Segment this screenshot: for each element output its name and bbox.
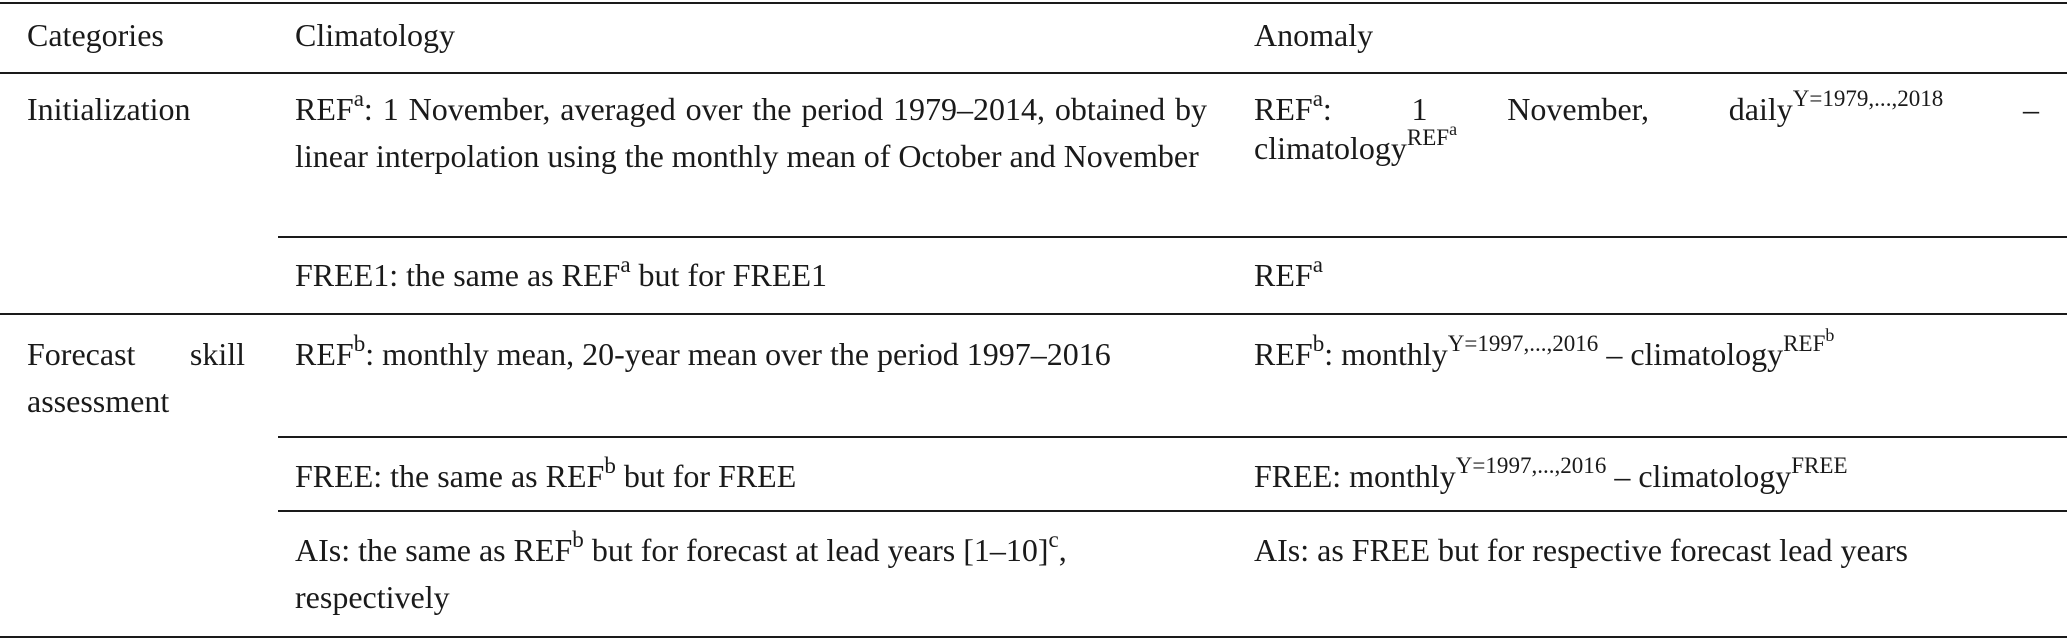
row-divider — [278, 510, 2067, 512]
superscript: a — [620, 250, 631, 277]
header-rule — [0, 72, 2067, 74]
cell-text: but for forecast at lead years [1–10] — [583, 532, 1049, 568]
anomaly-word: daily — [1728, 91, 1793, 127]
anomaly-word: climatology — [1254, 130, 1407, 166]
anomaly-segment — [1729, 86, 1944, 133]
cell-text: FREE: monthly — [1254, 458, 1456, 494]
ref-label: REF — [295, 336, 354, 372]
ref-label: REF — [295, 91, 354, 127]
category-initialization: Initialization — [27, 91, 191, 127]
cell-text: FREE: the same as REF — [295, 458, 605, 494]
header-climatology: Climatology — [295, 17, 455, 53]
anomaly-cell — [1254, 86, 2039, 172]
bottom-rule — [0, 636, 2067, 638]
superscript-text: REF — [1783, 329, 1826, 356]
cell-text: AIs: the same as REF — [295, 532, 573, 568]
anomaly-word: 1 — [1411, 91, 1428, 127]
header-anomaly: Anomaly — [1254, 17, 1374, 53]
ref-label: REF — [1254, 257, 1313, 293]
top-rule — [0, 2, 2067, 4]
row-divider — [278, 436, 2067, 438]
superscript: a — [1449, 118, 1458, 139]
superscript: b — [1825, 324, 1835, 345]
cell-text: FREE1: the same as REF — [295, 257, 621, 293]
superscript-text: REF — [1406, 123, 1450, 150]
superscript: b — [604, 451, 616, 478]
superscript: b — [1312, 329, 1325, 356]
dash: – — [2023, 91, 2039, 127]
cell-text: : monthly mean, 20-year mean over the period 1997–2016 — [365, 336, 1111, 372]
superscript: a — [1312, 84, 1323, 111]
cell-text: but for FREE1 — [630, 257, 827, 293]
climatology-cell — [295, 86, 1207, 180]
anomaly-cell — [1254, 252, 2039, 299]
superscript: c — [1048, 525, 1059, 552]
anomaly-cell — [1254, 527, 2039, 574]
ref-label: REF — [1254, 336, 1313, 372]
superscript: b — [353, 329, 366, 356]
climatology-cell — [295, 331, 1207, 378]
superscript — [1406, 118, 1458, 150]
cell-text: , respectively — [295, 532, 1067, 615]
superscript: a — [353, 84, 364, 111]
anomaly-word: November, — [1507, 91, 1650, 127]
superscript: a — [1312, 250, 1323, 277]
cell-text: but for FREE — [615, 458, 797, 494]
row-divider — [278, 236, 2067, 238]
anomaly-cell — [1254, 324, 2039, 378]
colon: : — [1322, 91, 1332, 127]
anomaly-cell — [1254, 453, 2039, 500]
section-rule — [0, 313, 2067, 315]
cell-text: : 1 November, averaged over the period 1979–2014, obtained by linear interpolation using the monthly mean of October and November — [295, 91, 1207, 174]
superscript: b — [572, 525, 584, 552]
superscript: Y=1997,...,2016 — [1455, 451, 1607, 478]
header-categories: Categories — [27, 17, 164, 53]
cell-text: – climatology — [1606, 458, 1792, 494]
climatology-cell — [295, 252, 1207, 299]
cell-text: : monthly — [1324, 336, 1448, 372]
climatology-cell — [295, 527, 1207, 621]
cell-text: AIs: as FREE but for respective forecast lead years — [1254, 532, 1908, 568]
cell-text: – climatology — [1598, 336, 1784, 372]
superscript: Y=1979,...,2018 — [1792, 84, 1944, 111]
climatology-cell — [295, 453, 1207, 500]
superscript: Y=1997,...,2016 — [1447, 329, 1599, 356]
superscript — [1783, 324, 1835, 356]
ref-label: REF — [1254, 91, 1313, 127]
superscript: FREE — [1791, 451, 1848, 478]
category-forecast-skill: Forecast skill assessment — [27, 336, 245, 419]
